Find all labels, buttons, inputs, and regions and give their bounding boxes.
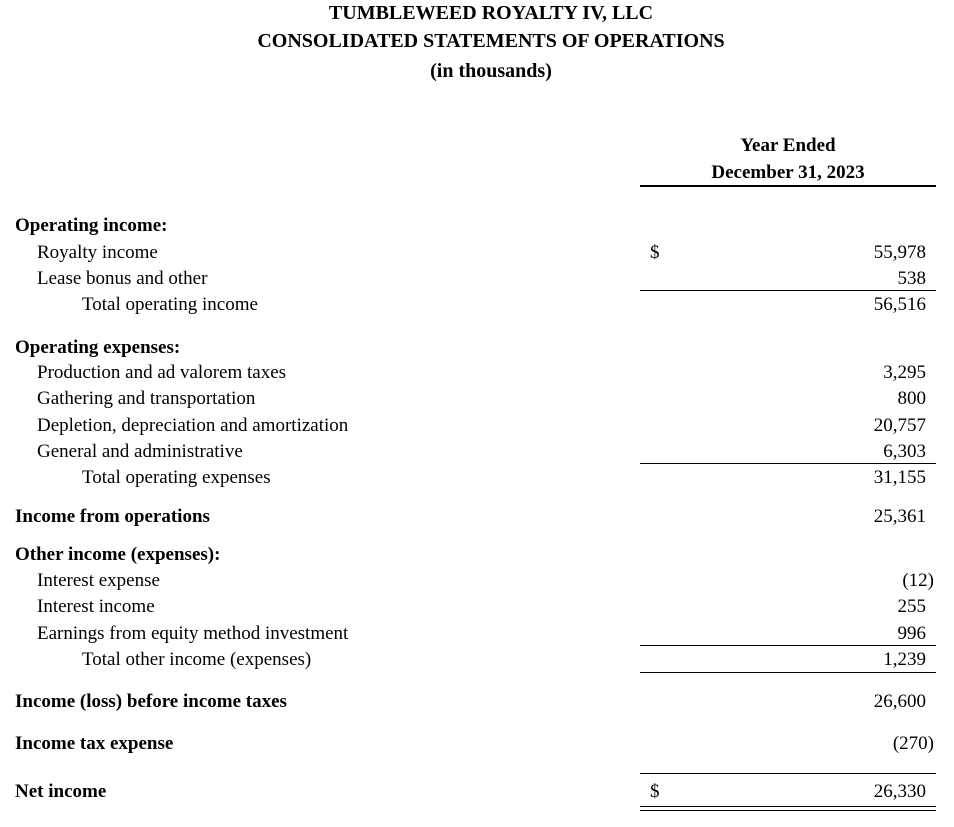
row-label: Income tax expense <box>15 733 174 754</box>
row-label: Gathering and transportation <box>37 388 256 409</box>
row-value: 800 <box>897 388 926 409</box>
row-label: Earnings from equity method investment <box>37 623 349 644</box>
currency-symbol: $ <box>650 781 660 802</box>
row-value: 26,330 <box>873 781 926 802</box>
row-label: Other income (expenses): <box>15 544 221 565</box>
double-underline-bottom <box>640 810 936 811</box>
row-label: Royalty income <box>37 242 158 263</box>
subtotal-rule <box>640 290 936 291</box>
row-label: Interest expense <box>37 570 160 591</box>
row-value: 25,361 <box>873 506 926 527</box>
row-label: Depletion, depreciation and amortization <box>37 415 349 436</box>
row-label: Production and ad valorem taxes <box>37 362 287 383</box>
row-income-from-operations <box>0 504 954 530</box>
row-label: Income from operations <box>15 506 210 527</box>
subtotal-rule <box>640 645 936 646</box>
row-royalty-income <box>0 240 954 266</box>
row-label: Lease bonus and other <box>37 268 208 289</box>
row-value: 56,516 <box>873 294 926 315</box>
section-operating-expenses <box>0 335 954 361</box>
subtotal-rule <box>640 463 936 464</box>
double-underline-top <box>640 806 936 807</box>
row-total-operating-expenses <box>0 465 954 491</box>
row-production-taxes <box>0 360 954 386</box>
row-value: 3,295 <box>883 362 926 383</box>
row-equity-earnings <box>0 621 954 647</box>
row-total-other-income <box>0 647 954 673</box>
row-label: Net income <box>15 781 107 802</box>
row-depletion <box>0 413 954 439</box>
row-label: Interest income <box>37 596 155 617</box>
section-other-income <box>0 542 954 568</box>
units-note: (in thousands) <box>430 60 552 82</box>
column-header-line2: December 31, 2023 <box>711 162 865 183</box>
row-lease-bonus <box>0 266 954 292</box>
row-value: (12) <box>902 570 934 591</box>
row-label: Income (loss) before income taxes <box>15 691 287 712</box>
row-value: 55,978 <box>873 242 926 263</box>
row-income-before-taxes <box>0 689 954 715</box>
row-label: General and administrative <box>37 441 243 462</box>
row-value: 996 <box>897 623 926 644</box>
row-label: Total operating expenses <box>82 467 271 488</box>
row-gathering-transportation <box>0 386 954 412</box>
company-name: TUMBLEWEED ROYALTY IV, LLC <box>328 2 654 24</box>
row-value: 6,303 <box>883 441 926 462</box>
row-value: 31,155 <box>873 467 926 488</box>
column-header-line1: Year Ended <box>740 135 836 156</box>
row-value: 26,600 <box>873 691 926 712</box>
row-label: Total other income (expenses) <box>82 649 312 670</box>
row-income-tax-expense <box>0 731 954 757</box>
net-income-top-rule <box>640 773 936 774</box>
row-interest-income <box>0 594 954 620</box>
row-value: 538 <box>897 268 926 289</box>
row-total-operating-income <box>0 292 954 318</box>
row-general-administrative <box>0 439 954 465</box>
currency-symbol: $ <box>650 242 660 263</box>
total-rule <box>640 672 936 673</box>
row-value: 1,239 <box>883 649 926 670</box>
row-value: (270) <box>892 733 934 754</box>
section-operating-income <box>0 213 954 239</box>
row-value: 255 <box>897 596 926 617</box>
statement-title: CONSOLIDATED STATEMENTS OF OPERATIONS <box>257 30 725 52</box>
row-label: Operating expenses: <box>15 337 181 358</box>
column-header-rule <box>640 185 936 187</box>
row-label: Total operating income <box>82 294 258 315</box>
row-label: Operating income: <box>15 215 168 236</box>
row-net-income <box>0 779 954 805</box>
row-interest-expense <box>0 568 954 594</box>
row-value: 20,757 <box>873 415 926 436</box>
